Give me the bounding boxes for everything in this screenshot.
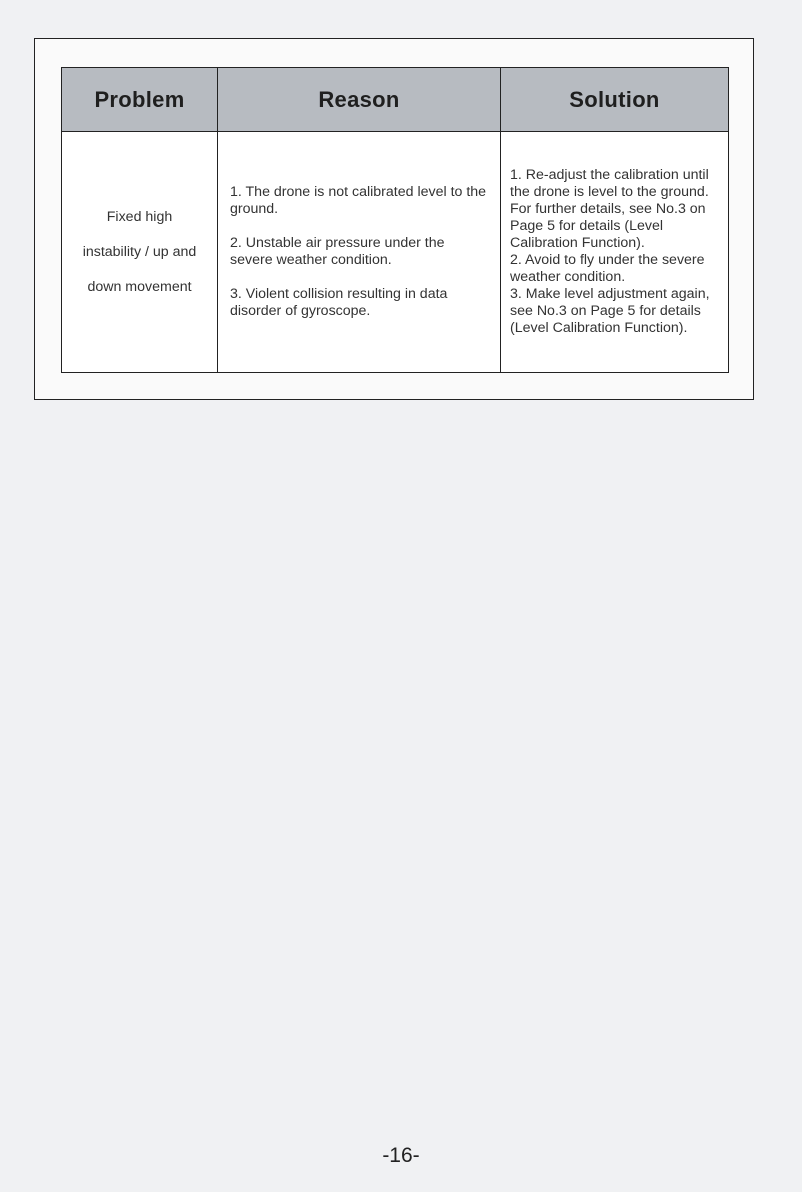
page-number: -16- [382,1144,420,1167]
header-solution: Solution [501,68,729,132]
solution-item: 2. Avoid to fly under the severe weather condition. [510,252,705,285]
problem-cell [62,132,218,373]
reason-item: 1. The drone is not calibrated level to the ground. [230,184,487,217]
reason-item: 2. Unstable air pressure under the severe weather condition. [230,235,445,268]
header-reason: Reason [218,68,501,132]
solution-item: 1. Re-adjust the calibration until the drone is level to the ground. For further details, see No.3 on Page 5 for details (Level Calibration Function). [510,167,709,251]
header-problem: Problem [62,68,218,132]
problem-line: down movement [87,278,192,295]
table-header-row [62,68,729,132]
troubleshooting-table [61,67,729,373]
solution-cell [501,132,729,373]
problem-line: Fixed high [106,208,173,225]
reason-cell [218,132,501,373]
problem-line: instability / up and [82,243,197,260]
reason-item: 3. Violent collision resulting in data disorder of gyroscope. [230,286,448,319]
table-row [62,132,729,373]
solution-item: 3. Make level adjustment again, see No.3 on Page 5 for details (Level Calibration Function). [510,286,710,336]
